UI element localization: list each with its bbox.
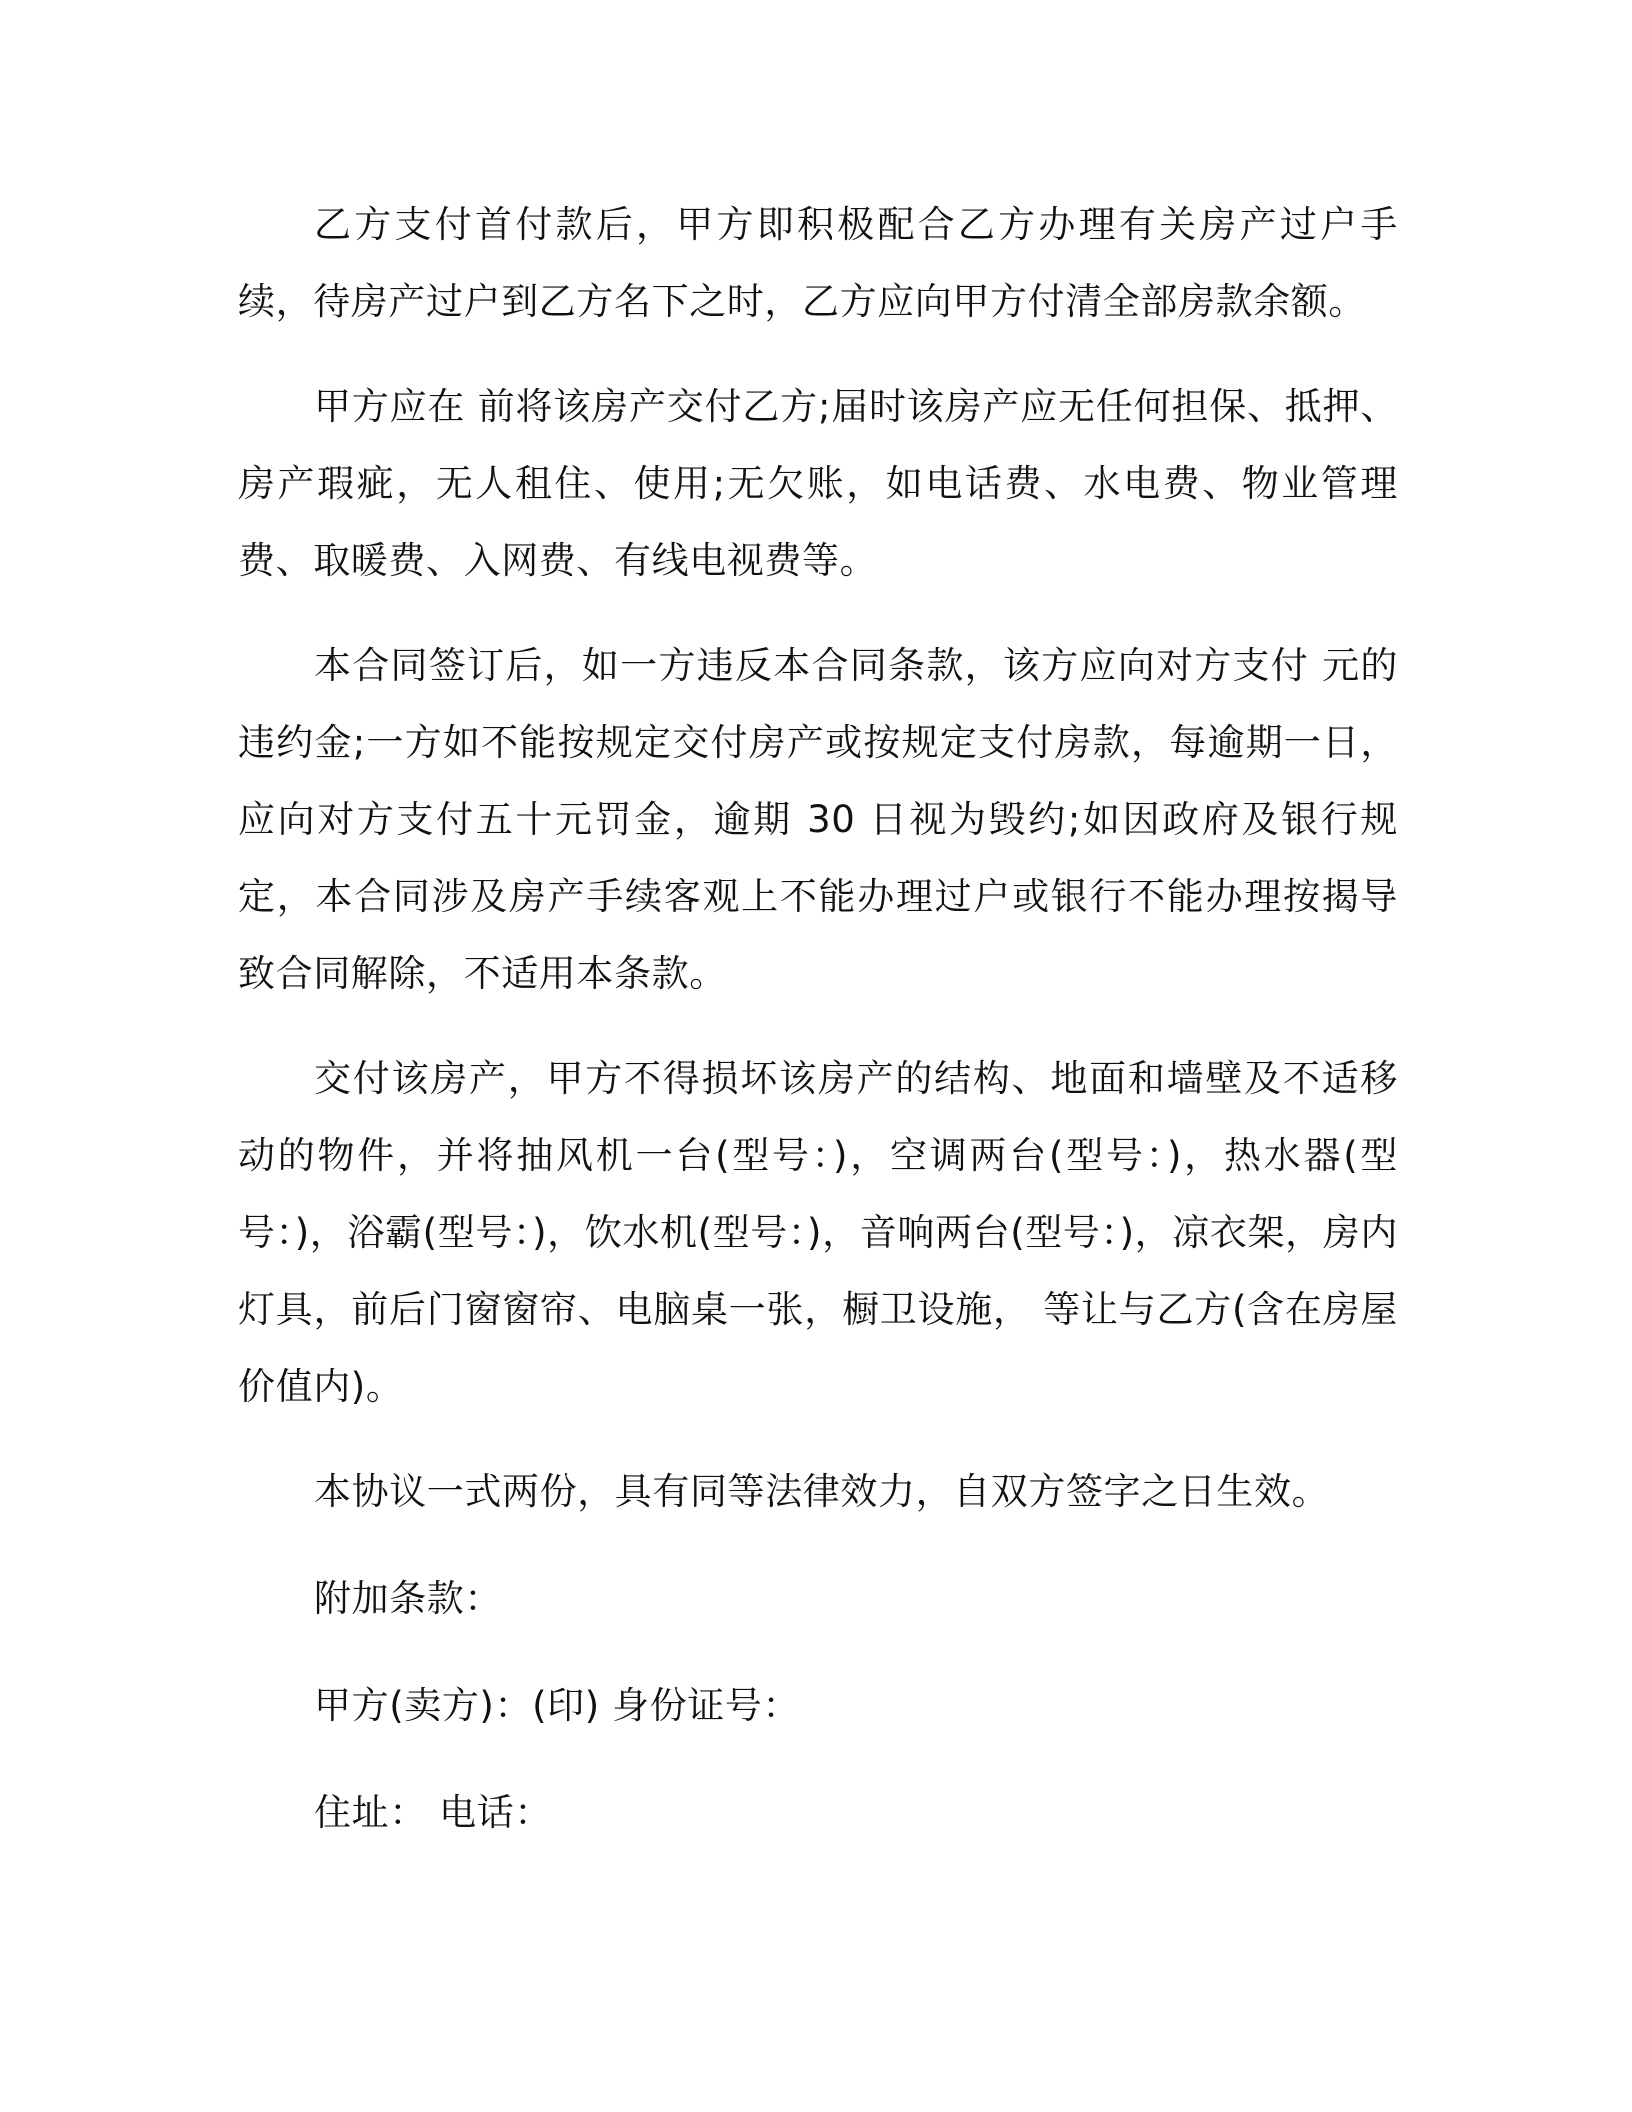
paragraph-payment-transfer: 乙方支付首付款后，甲方即积极配合乙方办理有关房产过户手续，待房产过户到乙方名下之时，乙方应向甲方付清全部房款余额。 bbox=[238, 203, 1398, 323]
paragraph-address-phone: 住址： 电话： bbox=[314, 1791, 552, 1834]
paragraph-seller-signature: 甲方(卖方)：(印) 身份证号： bbox=[314, 1684, 801, 1727]
paragraph-breach-penalty: 本合同签订后，如一方违反本合同条款，该方应向对方支付 元的违约金;一方如不能按规定交付房产或按规定支付房款，每逾期一日，应向对方支付五十元罚金，逾期 30 日视为毁约;如因政府及银行规定，本合同涉及房产手续客观上不能办理过户或银行不能办理按揭导致合同解除，不适用本条款。 bbox=[238, 644, 1398, 995]
paragraph-additional-terms: 附加条款： bbox=[314, 1577, 502, 1620]
paragraph-agreement-effect: 本协议一式两份，具有同等法律效力，自双方签字之日生效。 bbox=[314, 1470, 1330, 1513]
paragraph-property-delivery: 甲方应在 前将该房产交付乙方;届时该房产应无任何担保、抵押、房产瑕疵，无人租住、使用;无欠账，如电话费、水电费、物业管理费、取暖费、入网费、有线电视费等。 bbox=[238, 385, 1398, 582]
paragraph-fixtures-handover: 交付该房产，甲方不得损坏该房产的结构、地面和墙壁及不适移动的物件，并将抽风机一台(型号：)，空调两台(型号：)，热水器(型号：)，浴霸(型号：)，饮水机(型号：)，音响两台(型号：)，凉衣架，房内灯具，前后门窗窗帘、电脑桌一张，橱卫设施， 等让与乙方(含在房屋价值内)。 bbox=[238, 1057, 1398, 1408]
document-body bbox=[238, 186, 1398, 1851]
